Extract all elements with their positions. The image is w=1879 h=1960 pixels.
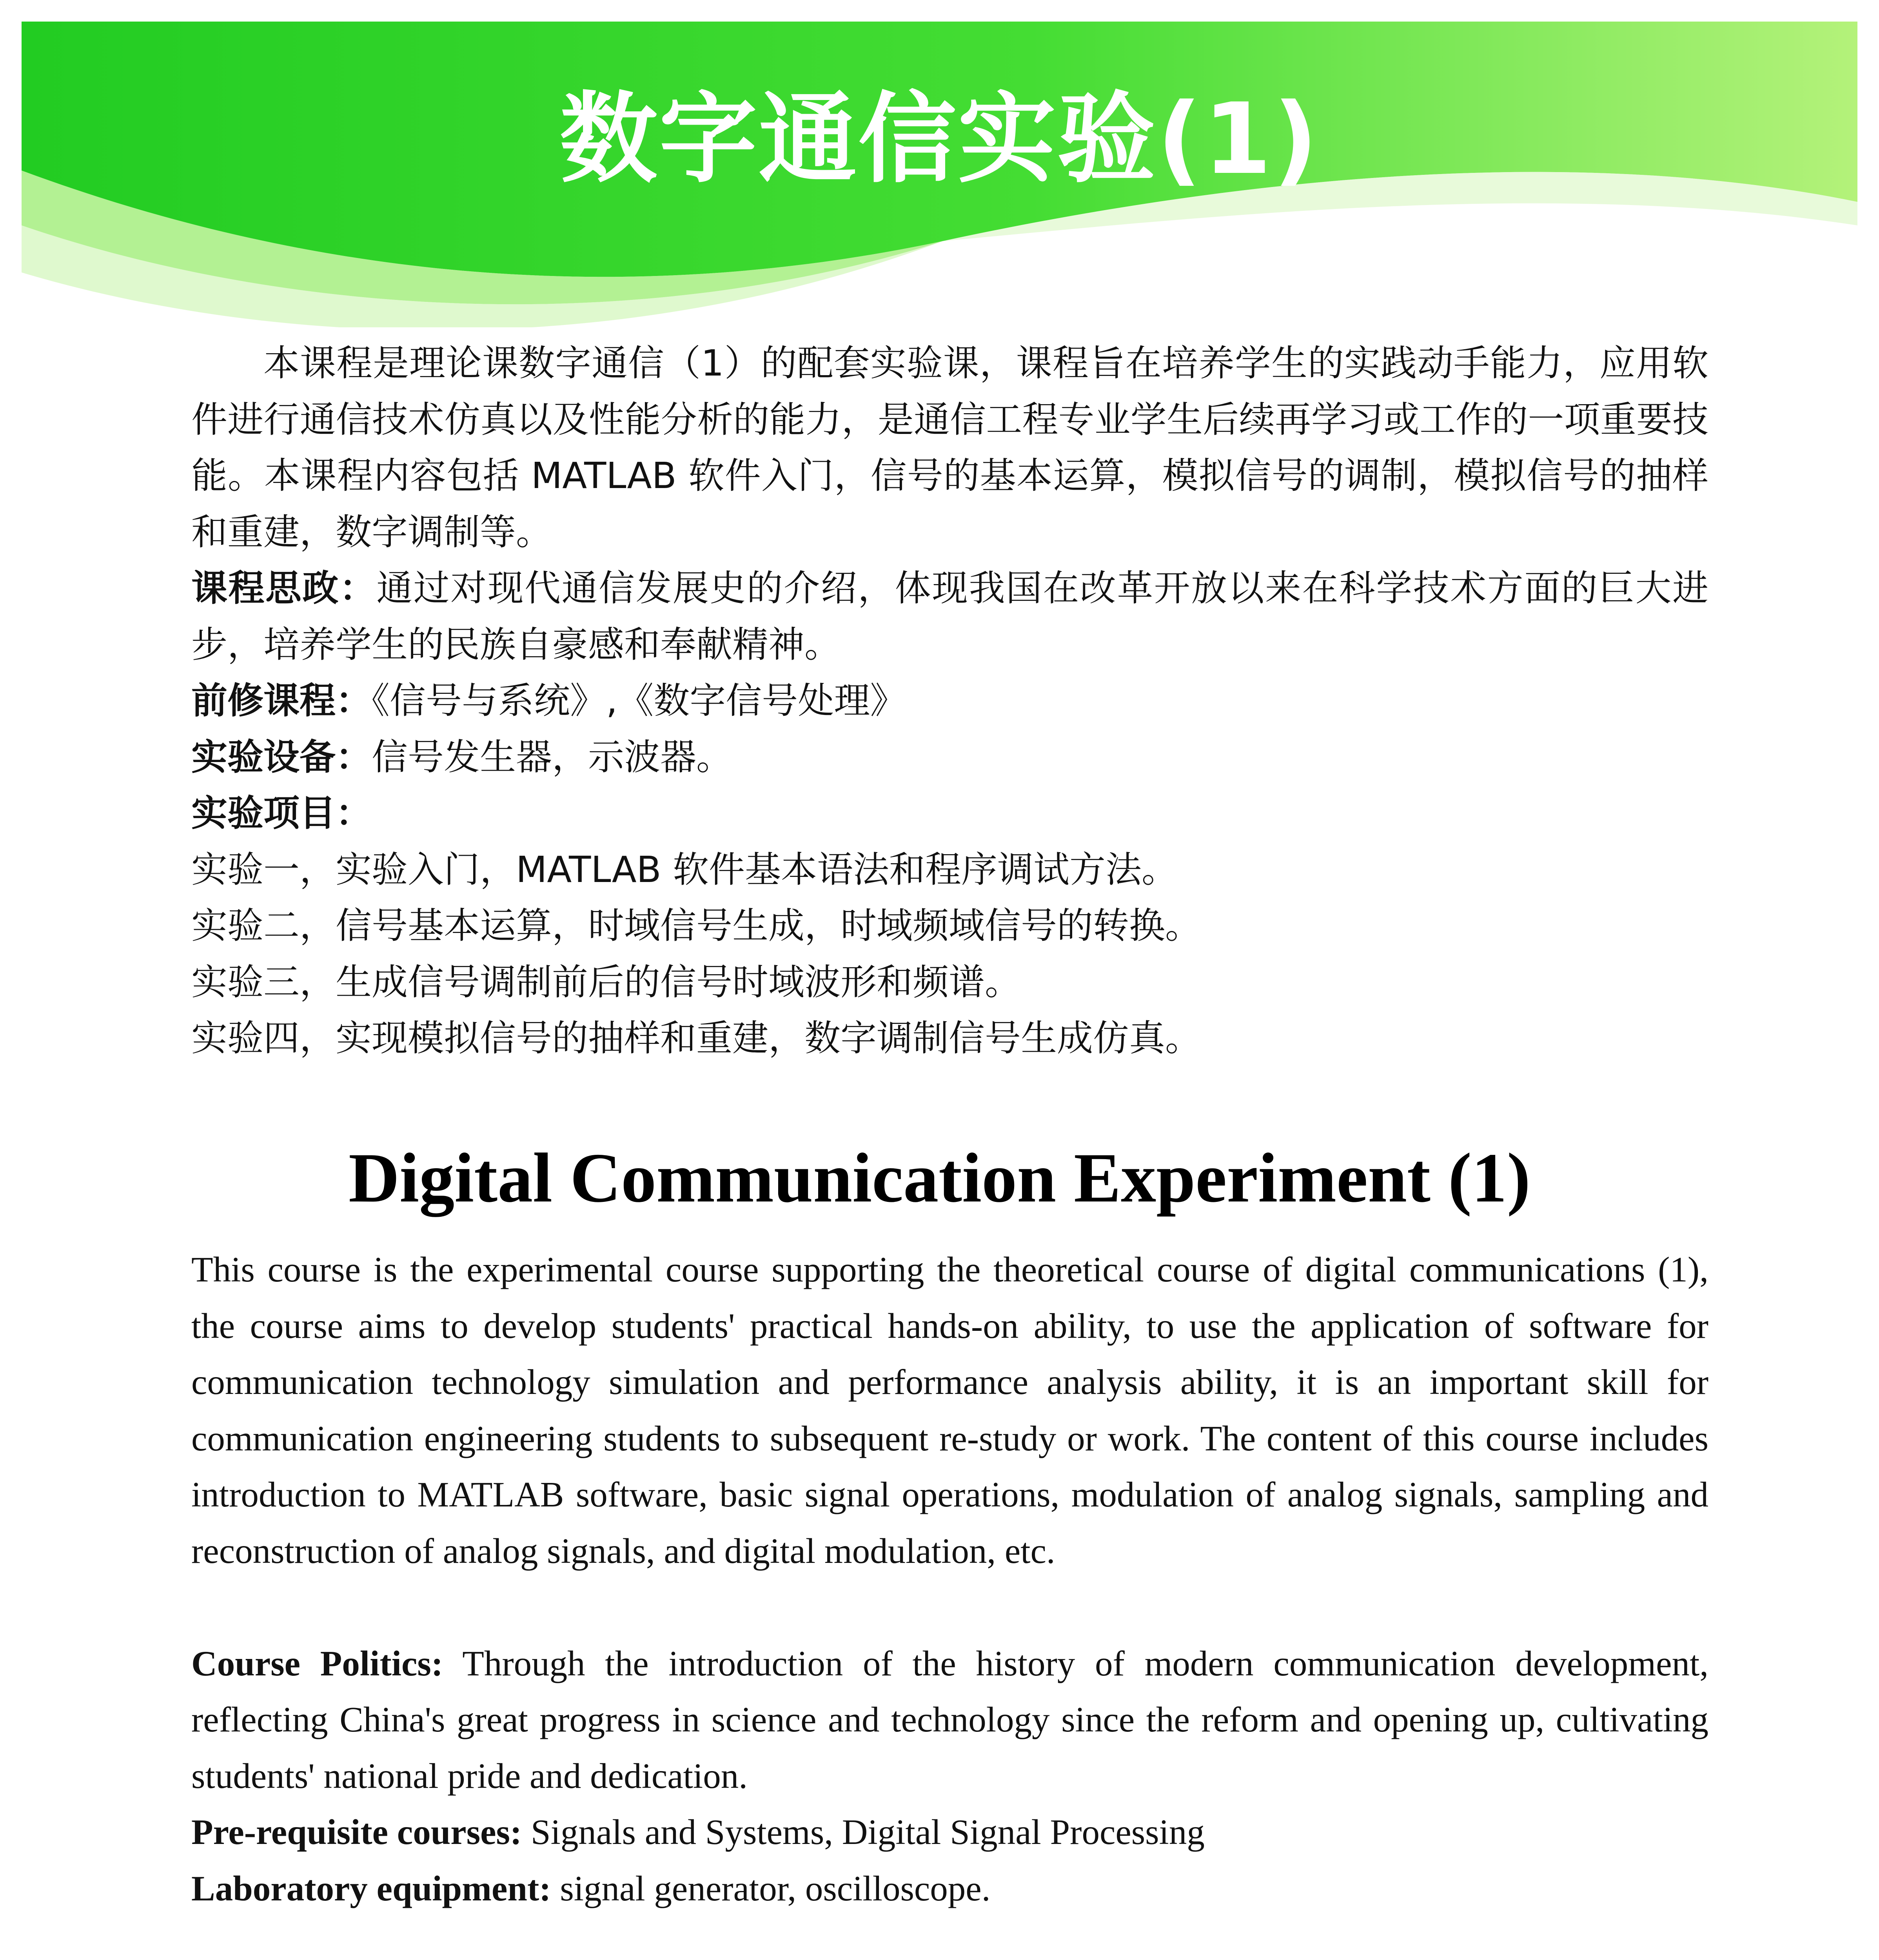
cn-equipment-line <box>191 729 1708 786</box>
en-politics-text: Through the introduction of the history of modern communication development, reflecting China's great progress in science and technology since the reform and opening up, cultivating students' national pride and dedication. <box>191 1643 1708 1796</box>
en-equipment-text: signal generator, oscilloscope. <box>551 1868 991 1908</box>
page-title-cn: 数字通信实验(1) <box>559 82 1320 196</box>
cn-intro-paragraph: 本课程是理论课数字通信（1）的配套实验课，课程旨在培养学生的实践动手能力，应用软件进行通信技术仿真以及性能分析的能力，是通信工程专业学生后续再学习或工作的一项重要技能。本课程内容包括 MATLAB 软件入门，信号的基本运算，模拟信号的调制，模拟信号的抽样和重建，数字调制等。 <box>191 342 1708 553</box>
cn-project-item: 实验二，信号基本运算，时域信号生成，时域频域信号的转换。 <box>191 905 1202 947</box>
en-prereq-line <box>191 1804 1708 1860</box>
cn-equipment-text: 信号发生器，示波器。 <box>372 736 733 778</box>
cn-project-item: 实验四，实现模拟信号的抽样和重建，数字调制信号生成仿真。 <box>191 1017 1202 1059</box>
cn-prereq-line <box>191 673 1708 729</box>
spacer <box>191 1579 1708 1635</box>
spacer <box>191 1916 1708 1960</box>
en-prereq-text: Signals and Systems, Digital Signal Processing <box>522 1812 1205 1852</box>
cn-politics-text: 通过对现代通信发展史的介绍，体现我国在改革开放以来在科学技术方面的巨大进步，培养学生的民族自豪感和奉献精神。 <box>191 567 1708 666</box>
poster-frame <box>22 22 1857 1960</box>
en-equipment-line <box>191 1860 1708 1917</box>
en-politics-label: Course Politics: <box>191 1643 443 1683</box>
chinese-section <box>191 335 1708 1067</box>
cn-projects-label: 实验项目： <box>191 792 372 834</box>
cn-project-item: 实验一，实验入门，MATLAB 软件基本语法和程序调试方法。 <box>191 848 1178 891</box>
cn-project-item: 实验三，生成信号调制前后的信号时域波形和频谱。 <box>191 961 1021 1003</box>
en-equipment-label: Laboratory equipment: <box>191 1868 551 1908</box>
cn-prereq-text: 《信号与系统》,《数字信号处理》 <box>372 680 906 722</box>
en-intro-paragraph: This course is the experimental course supporting the theoretical course of digital communications (1), the course aims to develop students' practical hands-on ability, to use the application of software for communication technology simulation and performance analysis ability, it is an important skill for communication engineering students to subsequent re-study or work. The content of this course includes introduction to MATLAB software, basic signal operations, modulation of analog signals, sampling and reconstruction of analog signals, and digital modulation, etc. <box>191 1250 1708 1571</box>
cn-politics-line <box>191 560 1708 673</box>
cn-prereq-label: 前修课程： <box>191 680 372 722</box>
cn-equipment-label: 实验设备： <box>191 736 372 778</box>
en-prereq-label: Pre-requisite courses: <box>191 1812 522 1852</box>
cn-politics-label: 课程思政： <box>191 567 377 609</box>
english-section <box>191 1241 1708 1960</box>
en-politics-line <box>191 1635 1708 1804</box>
cn-projects-heading <box>191 785 1708 842</box>
page-title-en: Digital Communication Experiment (1) <box>349 1139 1530 1217</box>
